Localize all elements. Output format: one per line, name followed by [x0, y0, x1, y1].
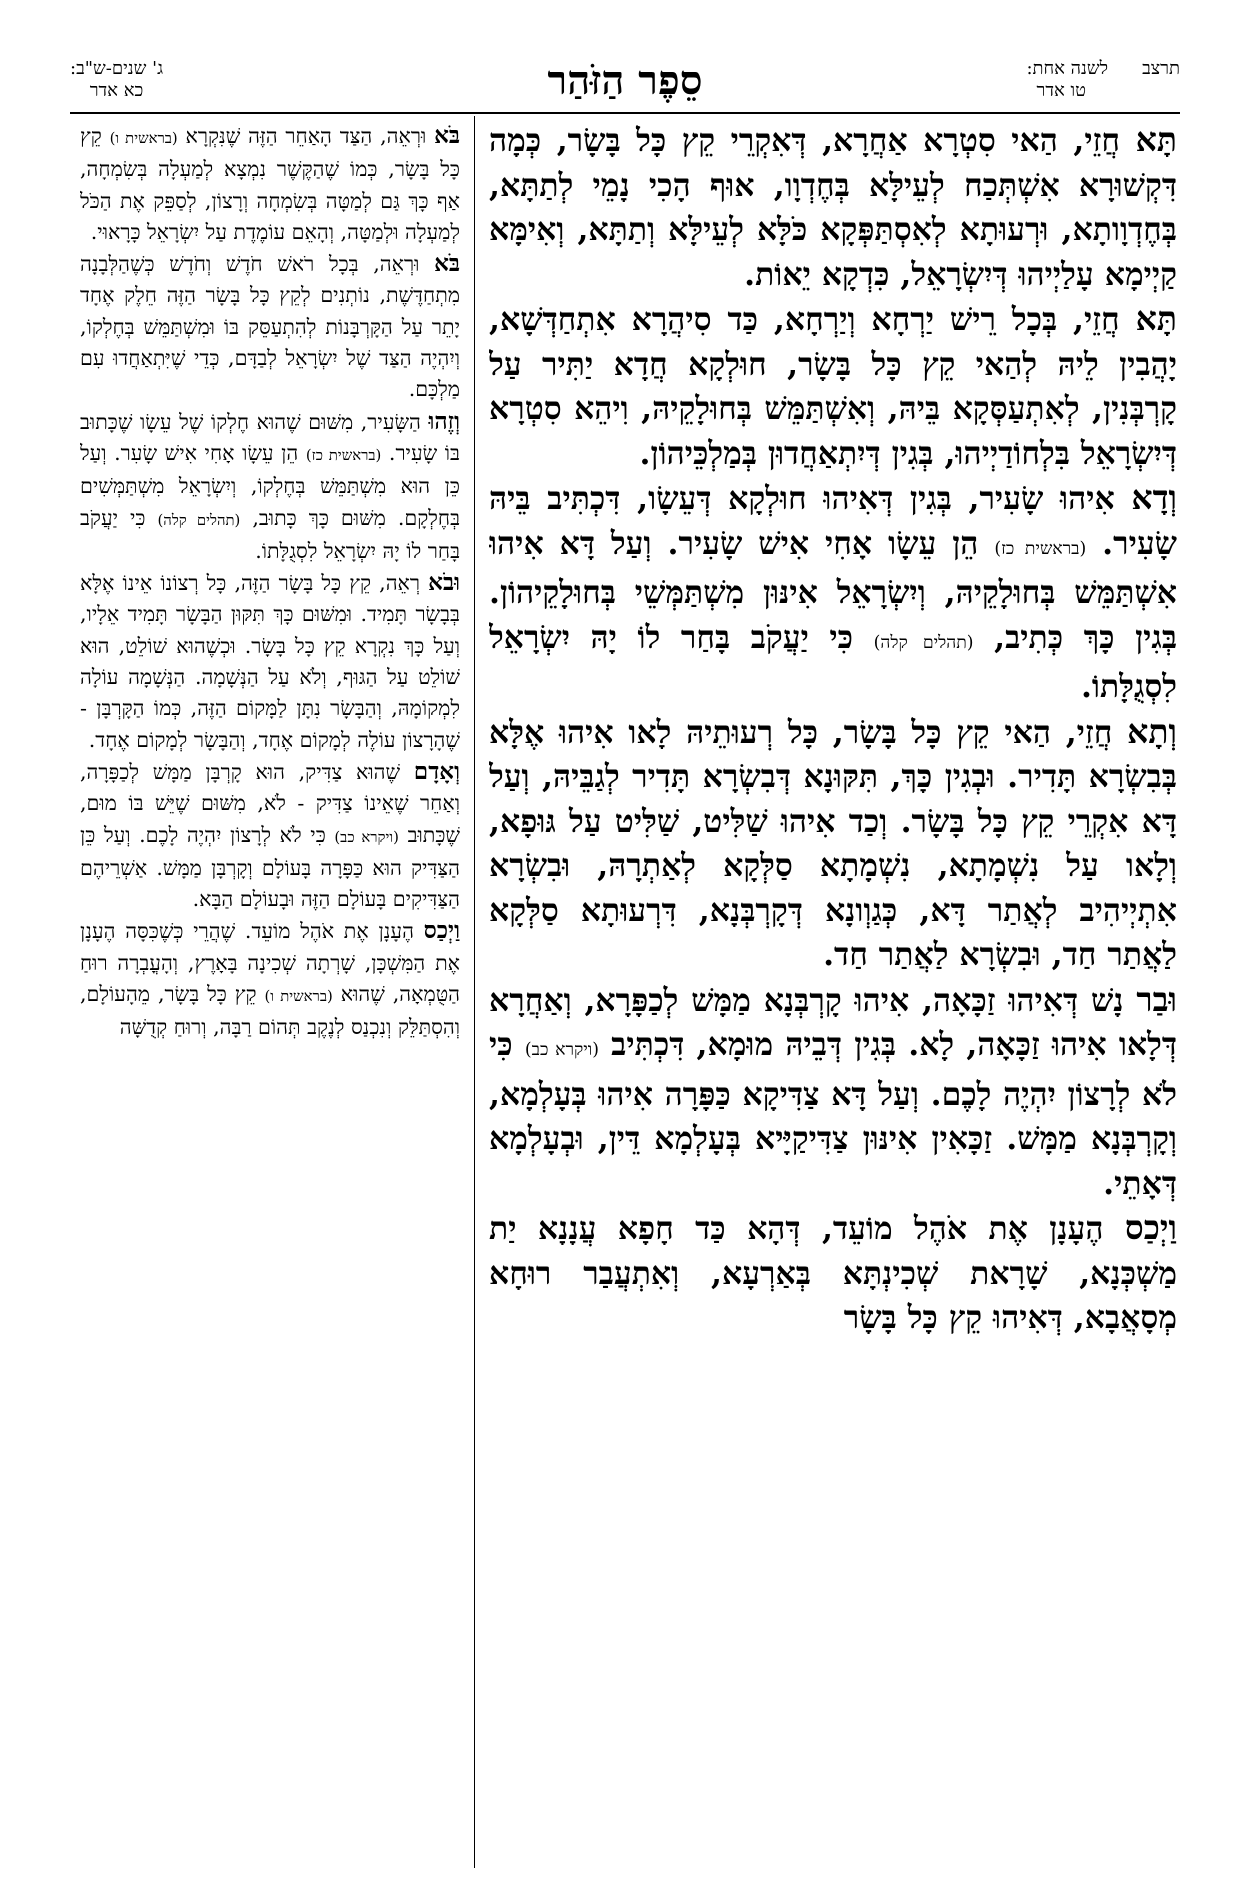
citation: (בראשית ו)	[264, 988, 333, 1006]
paragraph-opener: תָּא	[1135, 120, 1177, 159]
commentary-paragraph-5	[80, 756, 460, 915]
paragraph-text: כִּי יַעֲקֹב בָּחַר לוֹ יָהּ יִשְׂרָאֵל לִסְגֻלָּתוֹ.	[489, 618, 1177, 705]
paragraph-text: וּרְאֵה, בְּכָל רֹאשׁ חֹדֶשׁ וְחֹדֶשׁ כְּשֶׁהַלְּבָנָה מִתְחַדֶּשֶׁת, נוֹתְנִים לְקֵץ כָּל בָּשָׂר הַזֶּה חֵלֶק אֶחָד יָתֵר עַל הַקָּרְבָּנוֹת לְהִתְעַסֵּק בּוֹ וּמִשְׁתַּמֵּשׁ בְּחֶלְקוֹ, וְיִהְיֶה הַצַּד שֶׁל יִשְׂרָאֵל לְבַדָּם, כְּדֵי שֶׁיִּתְאַחֲדוּ עִם מַלְכָּם.	[80, 252, 460, 402]
paragraph-text: קֵץ כָּל בָּשָׂר, כְּמוֹ שֶׁהַקֶּשֶׁר נִמְצָא לְמַעְלָה בְּשִׂמְחָה, אַף כָּךְ גַּם לְמַטָּה בְּשִׂמְחָה וְרָצוֹן, לְסַפֵּק אֶת הַכֹּל לְמַעְלָה וּלְמַטָּה, וְהָאֵם עוֹמֶדֶת עַל יִשְׂרָאֵל כָּרָאוּי.	[80, 124, 460, 244]
paragraph-text: הַשָּׂעִיר, מִשּׁוּם שֶׁהוּא חֶלְקוֹ שֶׁל עֵשָׂו שֶׁכָּתוּב בּוֹ שָׂעִיר.	[80, 409, 460, 465]
three-year-date: כא אדר	[89, 80, 144, 101]
citation: (תהלים קלה)	[157, 511, 241, 529]
main-paragraph-4	[489, 710, 1177, 978]
column-divider	[474, 116, 475, 1868]
main-paragraph-2	[489, 297, 1177, 476]
paragraph-opener: וְדָא	[1131, 478, 1177, 517]
paragraph-opener: וְאָדָם	[413, 757, 460, 785]
paragraph-text: אִיהוּ שָׂעִיר, בְּגִין דְּאִיהוּ חוּלְקָא דְּעֵשָׂו, דִּכְתִּיב בֵּיהּ שָׂעִיר.	[489, 480, 1177, 562]
paragraph-opener: תָּא	[1135, 299, 1177, 338]
paragraph-text: כִּי יַעֲקֹב בָּחַר לוֹ יָהּ יִשְׂרָאֵל לִסְגֻלָּתוֹ.	[80, 505, 460, 563]
citation: (תהלים קלה)	[873, 632, 974, 653]
main-paragraph-6	[489, 1206, 1177, 1341]
citation: (בראשית ו)	[109, 130, 178, 147]
aramaic-column	[489, 118, 1177, 1868]
paragraph-text: חֲזֵי, בְּכָל רֵישׁ יַרְחָא וְיַרְחָא, כַּד סִיהֲרָא אִתְחַדְּשָׁא, יָהֲבִין לֵיהּ לְהַאי קֵץ כָּל בָּשָׂר, חוּלְקָא חֲדָא יַתִּיר עַל קָרְבְּנִין, לְאִתְעַסְּקָא בֵּיהּ, וְאִשְׁתַּמֵּשׁ בְּחוּלָקֵיהּ, וִיהֵא סִטְרָא דְּיִשְׂרָאֵל בִּלְחוֹדַיְיהוּ, בְּגִין דְּיִתְאַחֲדוּן בְּמַלְכֵּיהוֹן.	[489, 301, 1177, 472]
paragraph-text: רְאֵה, קֵץ כָּל בָּשָׂר הַזֶּה, כָּל רְצוֹנוֹ אֵינוֹ אֶלָּא בְּבָשָׂר תָּמִיד. וּמִשּׁוּם כָּךְ תִּקּוּן הַבָּשָׂר תָּמִיד אֵלָיו, וְעַל כָּךְ נִקְרָא קֵץ כָּל בָּשָׂר. וּכְשֶׁהוּא שׁוֹלֵט, הוּא שׁוֹלֵט עַל הַגּוּף, וְלֹא עַל הַנְּשָׁמָה. הַנְּשָׁמָה עוֹלָה לִמְקוֹמָהּ, וְהַבָּשָׂר נִתָּן לַמָּקוֹם הַזֶּה, כְּמוֹ הַקָּרְבָּן - שֶׁהָרָצוֹן עוֹלֶה לְמָקוֹם אֶחָד, וְהַבָּשָׂר לְמָקוֹם אֶחָד.	[80, 571, 460, 752]
commentary-paragraph-3	[80, 406, 460, 567]
paragraph-opener: בֹּא	[434, 250, 460, 278]
paragraph-text: כִּי לֹא לְרָצוֹן יִהְיֶה לָכֶם. וְעַל כֵּן הַצַּדִּיק הוּא כַּפָּרָה בָּעוֹלָם וְקָרְבָּן מַמָּשׁ. אַשְׁרֵיהֶם הַצַּדִּיקִים בָּעוֹלָם הַזֶּה וּבָעוֹלָם הַבָּא.	[80, 822, 460, 912]
one-year-schedule: לשנה אחת:	[1026, 58, 1109, 79]
three-year-schedule: ג' שנים-ש"ב:	[70, 58, 164, 79]
paragraph-text: חֲזֵי, הַאי סִטְרָא אַחֲרָא, דְּאִקְרֵי קֵץ כָּל בָּשָׂר, כְּמָה דִּקְשׁוּרָא אִשְׁתְּכַח לְעֵילָּא בְּחֶדְוָו, אוּף הָכִי נָמֵי לְתַתָּא, בְּחֶדְוָותָא, וּרְעוּתָא לְאִסְתַּפְּקָא כֹּלָּא לְעֵילָּא וְתַתָּא, וְאִימָּא קַיְימָא עָלַיְיהוּ דְּיִשְׂרָאֵל, כִּדְקָא יֵאוֹת.	[489, 122, 1177, 293]
paragraph-opener: וַיְכַס	[423, 917, 460, 945]
paragraph-text: הֶעָנָן אֶת אֹהֶל מוֹעֵד, דְּהָא כַּד חָפָא עֲנָנָא יַת מַשְׁכְּנָא, שָׁרָאת שְׁכִינְתָּא בְּאַרְעָא, וְאִתְעֲבַר רוּחָא מְסָאֲבָא, דְּאִיהוּ קֵץ כָּל בָּשָׂר	[489, 1210, 1177, 1336]
main-paragraph-5	[489, 978, 1177, 1207]
one-year-date: טו אדר	[1036, 80, 1086, 101]
commentary-paragraph-2	[80, 248, 460, 405]
paragraph-opener: וַיְכַס	[1124, 1208, 1177, 1247]
paragraph-text: הֵן עֵשָׂו אָחִי אִישׁ שָׂעִר. וְעַל כֵּן הוּא מִשְׁתַּמֵּשׁ בְּחֶלְקוֹ, וְיִשְׂרָאֵל מִשְׁתַּמְּשִׁים בְּחֶלְקָם. מִשּׁוּם כָּךְ כָּתוּב,	[80, 440, 460, 530]
paragraph-text: שֶׁהוּא צַדִּיק, הוּא קָרְבָּן מַמָּשׁ לְכַפָּרָה, וְאַחֵר שֶׁאֵינוֹ צַדִּיק - לֹא, מִשּׁוּם שֶׁיֵּשׁ בּוֹ מוּם, שֶׁכָּתוּב	[80, 759, 460, 847]
paragraph-opener: וְזֶהוּ	[428, 407, 460, 435]
header-left-info	[70, 58, 163, 102]
commentary-paragraph-1	[80, 120, 460, 248]
citation: (ויקרא כב)	[524, 1040, 599, 1060]
commentary-paragraph-4	[80, 567, 460, 756]
paragraph-opener: בֹּא	[434, 122, 460, 149]
paragraph-text: חֲזֵי, הַאי קֵץ כָּל בָּשָׂר, כָּל רְעוּתֵיהּ לָאו אִיהוּ אֶלָּא בְּבִשְׂרָא תָּדִיר. וּבְגִין כָּךְ, תִּקּוּנָא דְּבִשְׂרָא תָּדִיר לְגַבֵּיהּ, וְעַל דָּא אִקְרֵי קֵץ כָּל בָּשָׂר. וְכַד אִיהוּ שַׁלִּיט, שַׁלִּיט עַל גּוּפָא, וְלָאו עַל נִשְׁמָתָא, נִשְׁמָתָא סַלְּקָא לְאַתְרָהּ, וּבִשְׂרָא אִתְיְיהִיב לְאֲתַר דָּא, כְּגַוְונָא דְּקָרְבְּנָא, דִּרְעוּתָא סַלְּקָא לַאֲתַר חַד, וּבִשְׂרָא לַאֲתַר חַד.	[489, 713, 1177, 973]
citation: (ויקרא כב)	[334, 828, 399, 846]
main-paragraph-1	[489, 118, 1177, 297]
paragraph-opener: וּבַר	[1136, 979, 1177, 1019]
paragraph-text: הֵן עֵשָׂו אָחִי אִישׁ שָׂעִיר. וְעַל דָּא אִיהוּ אִשְׁתַּמֵּשׁ בְּחוּלָקֵיהּ, וְיִשְׂרָאֵל אִינּוּן מִשְׁתַּמְּשֵׁי בְּחוּלָקֵיהוֹן. בְּגִין כָּךְ כְּתִיב,	[489, 524, 1177, 656]
paragraph-text: כִּי לֹא לְרָצוֹן יִהְיֶה לָכֶם. וְעַל דָּא צַדִּיקָא כַּפָּרָה אִיהוּ בְּעָלְמָא, וְקָרְבְּנָא מַמָּשׁ. זַכָּאִין אִינּוּן צַדִּיקַיָּיא בְּעָלְמָא דֵּין, וּבְעָלְמָא דְּאָתֵי.	[489, 1026, 1177, 1202]
paragraph-text: וּרְאֵה, הַצַּד הָאַחֵר הַזֶּה שֶׁנִּקְרָא	[177, 124, 435, 148]
header-divider	[70, 112, 1180, 114]
citation: (בראשית כז)	[994, 538, 1087, 559]
paragraph-text: הֶעָנָן אֶת אֹהֶל מוֹעֵד. שֶׁהֲרֵי כְּשֶׁכִּסָּה הֶעָנָן אֶת הַמִּשְׁכָּן, שָׁרְתָה שְׁכִינָה בָּאָרֶץ, וְהָעֳבְרָה רוּחַ הַטֻּמְאָה, שֶׁהוּא	[80, 919, 460, 1007]
paragraph-opener: וּבֹא	[428, 569, 460, 597]
commentary-paragraph-6	[80, 915, 460, 1043]
paragraph-text: קֵץ כָּל בָּשָׂר, מֵהָעוֹלָם, וְהִסְתַּלֵּק וְנִכְנַס לְנֶקֶב תְּהוֹם רַבָּה, וְרוּחַ קְדֻשָּׁה	[80, 982, 460, 1040]
hebrew-translation-column	[80, 120, 460, 1870]
citation: (בראשית כז)	[305, 446, 382, 464]
book-title: סֵפֶר הַזֹּהַר	[547, 57, 703, 104]
main-paragraph-3	[489, 476, 1177, 710]
paragraph-text: נָשׁ דְּאִיהוּ זַכָּאָה, אִיהוּ קָרְבְּנָא מַמָּשׁ לְכַפָּרָא, וְאַחֲרָא דְּלָאו אִיהוּ זַכָּאָה, לָא. בְּגִין דְּבֵיהּ מוּמָא, דִּכְתִּיב	[489, 981, 1177, 1063]
page-header	[70, 56, 1180, 114]
page-number-label: תרצב	[1142, 58, 1180, 79]
paragraph-opener: וְתָא	[1127, 711, 1177, 751]
